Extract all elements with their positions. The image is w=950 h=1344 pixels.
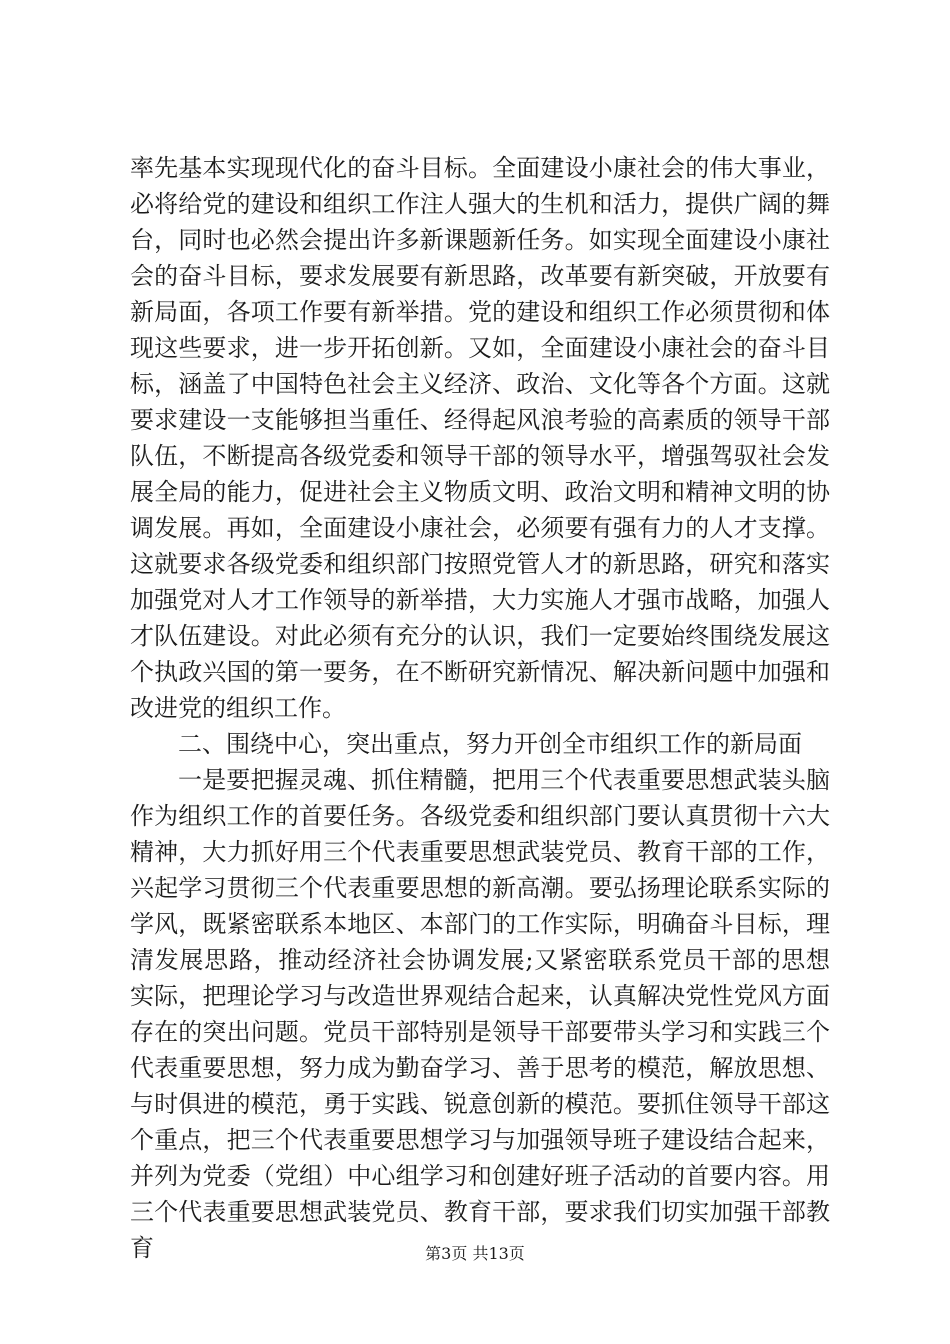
- document-body: [130, 150, 830, 1266]
- page-footer: [0, 1244, 950, 1264]
- page-number: 第3页 共13页: [425, 1244, 525, 1263]
- section-heading: 二、围绕中心，突出重点，努力开创全市组织工作的新局面: [178, 730, 802, 758]
- paragraph-first-point: 一是要把握灵魂、抓住精髓，把用三个代表重要思想武装头脑作为组织工作的首要任务。各级党委和组织部门要认真贯彻十六大精神，大力抓好用三个代表重要思想武装党员、教育干部的工作，兴起学习贯彻三个代表重要思想的新高潮。要弘扬理论联系实际的学风，既紧密联系本地区、本部门的工作实际，明确奋斗目标，理清发展思路，推动经济社会协调发展;又紧密联系党员干部的思想实际，把理论学习与改造世界观结合起来，认真解决党性党风方面存在的突出问题。党员干部特别是领导干部要带头学习和实践三个代表重要思想，努力成为勤奋学习、善于思考的模范，解放思想、与时俱进的模范，勇于实践、锐意创新的模范。要抓住领导干部这个重点，把三个代表重要思想学习与加强领导班子建设结合起来，并列为党委（党组）中心组学习和创建好班子活动的首要内容。用三个代表重要思想武装党员、教育干部，要求我们切实加强干部教育: [130, 766, 830, 1262]
- paragraph-continuation: 率先基本实现现代化的奋斗目标。全面建设小康社会的伟大事业，必将给党的建设和组织工作注人强大的生机和活力，提供广阔的舞台，同时也必然会提出许多新课题新任务。如实现全面建设小康社会的奋斗目标，要求发展要有新思路，改革要有新突破，开放要有新局面，各项工作要有新举措。党的建设和组织工作必须贯彻和体现这些要求，进一步开拓创新。又如，全面建设小康社会的奋斗目标，涵盖了中国特色社会主义经济、政治、文化等各个方面。这就要求建设一支能够担当重任、经得起风浪考验的高素质的领导干部队伍，不断提高各级党委和领导干部的领导水平，增强驾驭社会发展全局的能力，促进社会主义物质文明、政治文明和精神文明的协调发展。再如，全面建设小康社会，必须要有强有力的人才支撑。这就要求各级党委和组织部门按照党管人才的新思路，研究和落实加强党对人才工作领导的新举措，大力实施人才强市战略，加强人才队伍建设。对此必须有充分的认识，我们一定要始终围绕发展这个执政兴国的第一要务，在不断研究新情况、解决新问题中加强和改进党的组织工作。: [130, 154, 830, 722]
